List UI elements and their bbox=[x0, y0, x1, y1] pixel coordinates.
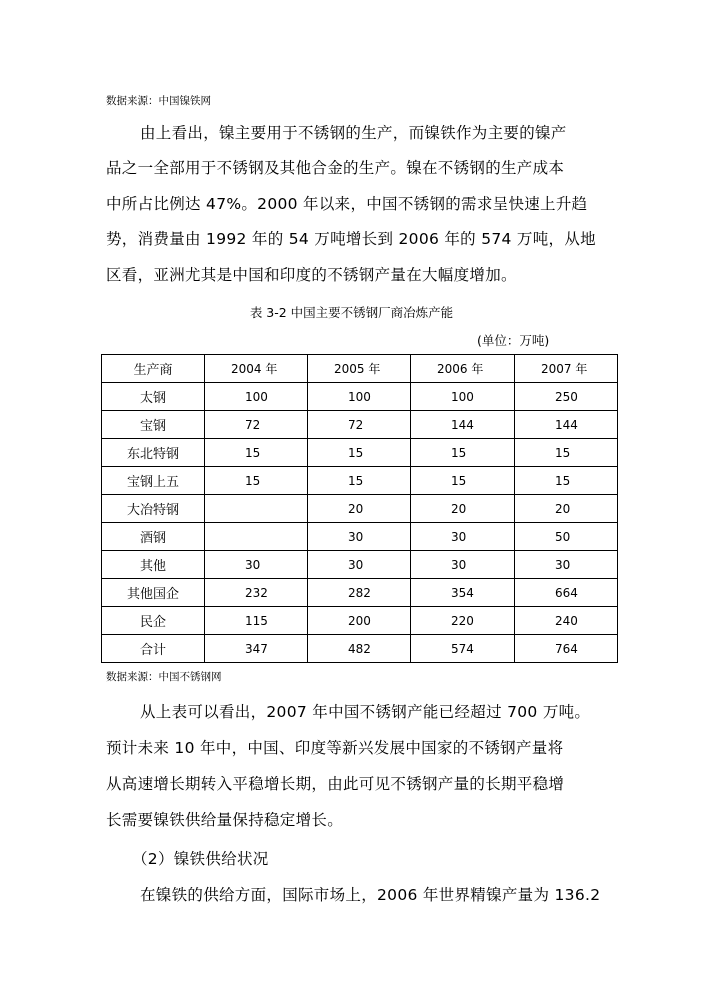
value-cell: 50 bbox=[515, 523, 618, 551]
value-cell: 240 bbox=[515, 607, 618, 635]
section-heading: （2）镍铁供给状况 bbox=[132, 850, 269, 868]
source-note-top: 数据来源：中国镍铁网 bbox=[106, 95, 211, 107]
value-cell: 100 bbox=[411, 383, 515, 411]
column-header-2006: 2006 年 bbox=[411, 355, 515, 383]
paragraph-1-line: 由上看出，镍主要用于不锈钢的生产，而镍铁作为主要的镍产 bbox=[140, 124, 567, 142]
value-cell: 100 bbox=[308, 383, 411, 411]
value-cell: 574 bbox=[411, 635, 515, 663]
value-cell: 15 bbox=[205, 439, 308, 467]
value-cell: 15 bbox=[411, 439, 515, 467]
value-cell: 250 bbox=[515, 383, 618, 411]
value-cell: 144 bbox=[515, 411, 618, 439]
producer-cell: 大冶特钢 bbox=[102, 495, 205, 523]
table-row bbox=[102, 579, 618, 607]
table-row bbox=[102, 439, 618, 467]
value-cell: 15 bbox=[515, 439, 618, 467]
producer-cell: 宝钢 bbox=[102, 411, 205, 439]
value-cell: 482 bbox=[308, 635, 411, 663]
value-cell: 15 bbox=[515, 467, 618, 495]
table-row bbox=[102, 383, 618, 411]
value-cell: 72 bbox=[308, 411, 411, 439]
table-total-row bbox=[102, 635, 618, 663]
column-header-2007: 2007 年 bbox=[515, 355, 618, 383]
table-unit: (单位：万吨) bbox=[477, 333, 550, 348]
paragraph-2-line: 从上表可以看出，2007 年中国不锈钢产能已经超过 700 万吨。 bbox=[140, 703, 591, 721]
table-row bbox=[102, 495, 618, 523]
value-cell: 30 bbox=[411, 523, 515, 551]
producer-cell: 太钢 bbox=[102, 383, 205, 411]
value-cell: 15 bbox=[308, 439, 411, 467]
value-cell: 347 bbox=[205, 635, 308, 663]
value-cell: 115 bbox=[205, 607, 308, 635]
value-cell: 30 bbox=[205, 551, 308, 579]
value-cell bbox=[205, 523, 308, 551]
paragraph-1-line: 区看，亚洲尤其是中国和印度的不锈钢产量在大幅度增加。 bbox=[106, 266, 517, 284]
value-cell: 664 bbox=[515, 579, 618, 607]
value-cell bbox=[205, 495, 308, 523]
value-cell: 764 bbox=[515, 635, 618, 663]
value-cell: 15 bbox=[205, 467, 308, 495]
table-header-row bbox=[102, 355, 618, 383]
value-cell: 354 bbox=[411, 579, 515, 607]
paragraph-1-line: 中所占比例达 47%。2000 年以来，中国不锈钢的需求呈快速上升趋 bbox=[106, 195, 588, 213]
value-cell: 15 bbox=[411, 467, 515, 495]
producer-cell: 民企 bbox=[102, 607, 205, 635]
paragraph-2-line: 从高速增长期转入平稳增长期，由此可见不锈钢产量的长期平稳增 bbox=[106, 775, 565, 793]
value-cell: 282 bbox=[308, 579, 411, 607]
paragraph-2-line: 长需要镍铁供给量保持稳定增长。 bbox=[106, 811, 344, 829]
producer-cell: 东北特钢 bbox=[102, 439, 205, 467]
value-cell: 20 bbox=[515, 495, 618, 523]
capacity-table bbox=[101, 354, 618, 663]
producer-cell: 宝钢上五 bbox=[102, 467, 205, 495]
value-cell: 232 bbox=[205, 579, 308, 607]
column-header-2005: 2005 年 bbox=[308, 355, 411, 383]
producer-cell: 酒钢 bbox=[102, 523, 205, 551]
value-cell: 100 bbox=[205, 383, 308, 411]
table-row bbox=[102, 467, 618, 495]
paragraph-3-line: 在镍铁的供给方面，国际市场上，2006 年世界精镍产量为 136.2 bbox=[140, 886, 601, 904]
column-header-producer: 生产商 bbox=[102, 355, 205, 383]
value-cell: 220 bbox=[411, 607, 515, 635]
value-cell: 15 bbox=[308, 467, 411, 495]
value-cell: 30 bbox=[411, 551, 515, 579]
producer-cell: 其他国企 bbox=[102, 579, 205, 607]
producer-cell: 其他 bbox=[102, 551, 205, 579]
column-header-2004: 2004 年 bbox=[205, 355, 308, 383]
paragraph-1-line: 势，消费量由 1992 年的 54 万吨增长到 2006 年的 574 万吨，从地 bbox=[106, 230, 596, 248]
source-note-bottom: 数据来源：中国不锈钢网 bbox=[106, 671, 222, 683]
value-cell: 30 bbox=[515, 551, 618, 579]
table-row bbox=[102, 523, 618, 551]
value-cell: 30 bbox=[308, 523, 411, 551]
paragraph-1-line: 品之一全部用于不锈钢及其他合金的生产。镍在不锈钢的生产成本 bbox=[106, 159, 565, 177]
value-cell: 200 bbox=[308, 607, 411, 635]
table-row bbox=[102, 411, 618, 439]
value-cell: 72 bbox=[205, 411, 308, 439]
value-cell: 144 bbox=[411, 411, 515, 439]
table-caption: 表 3-2 中国主要不锈钢厂商冶炼产能 bbox=[249, 305, 454, 320]
value-cell: 30 bbox=[308, 551, 411, 579]
table-row bbox=[102, 607, 618, 635]
producer-cell: 合计 bbox=[102, 635, 205, 663]
paragraph-2-line: 预计未来 10 年中，中国、印度等新兴发展中国家的不锈钢产量将 bbox=[106, 739, 564, 757]
value-cell: 20 bbox=[308, 495, 411, 523]
table-row bbox=[102, 551, 618, 579]
value-cell: 20 bbox=[411, 495, 515, 523]
